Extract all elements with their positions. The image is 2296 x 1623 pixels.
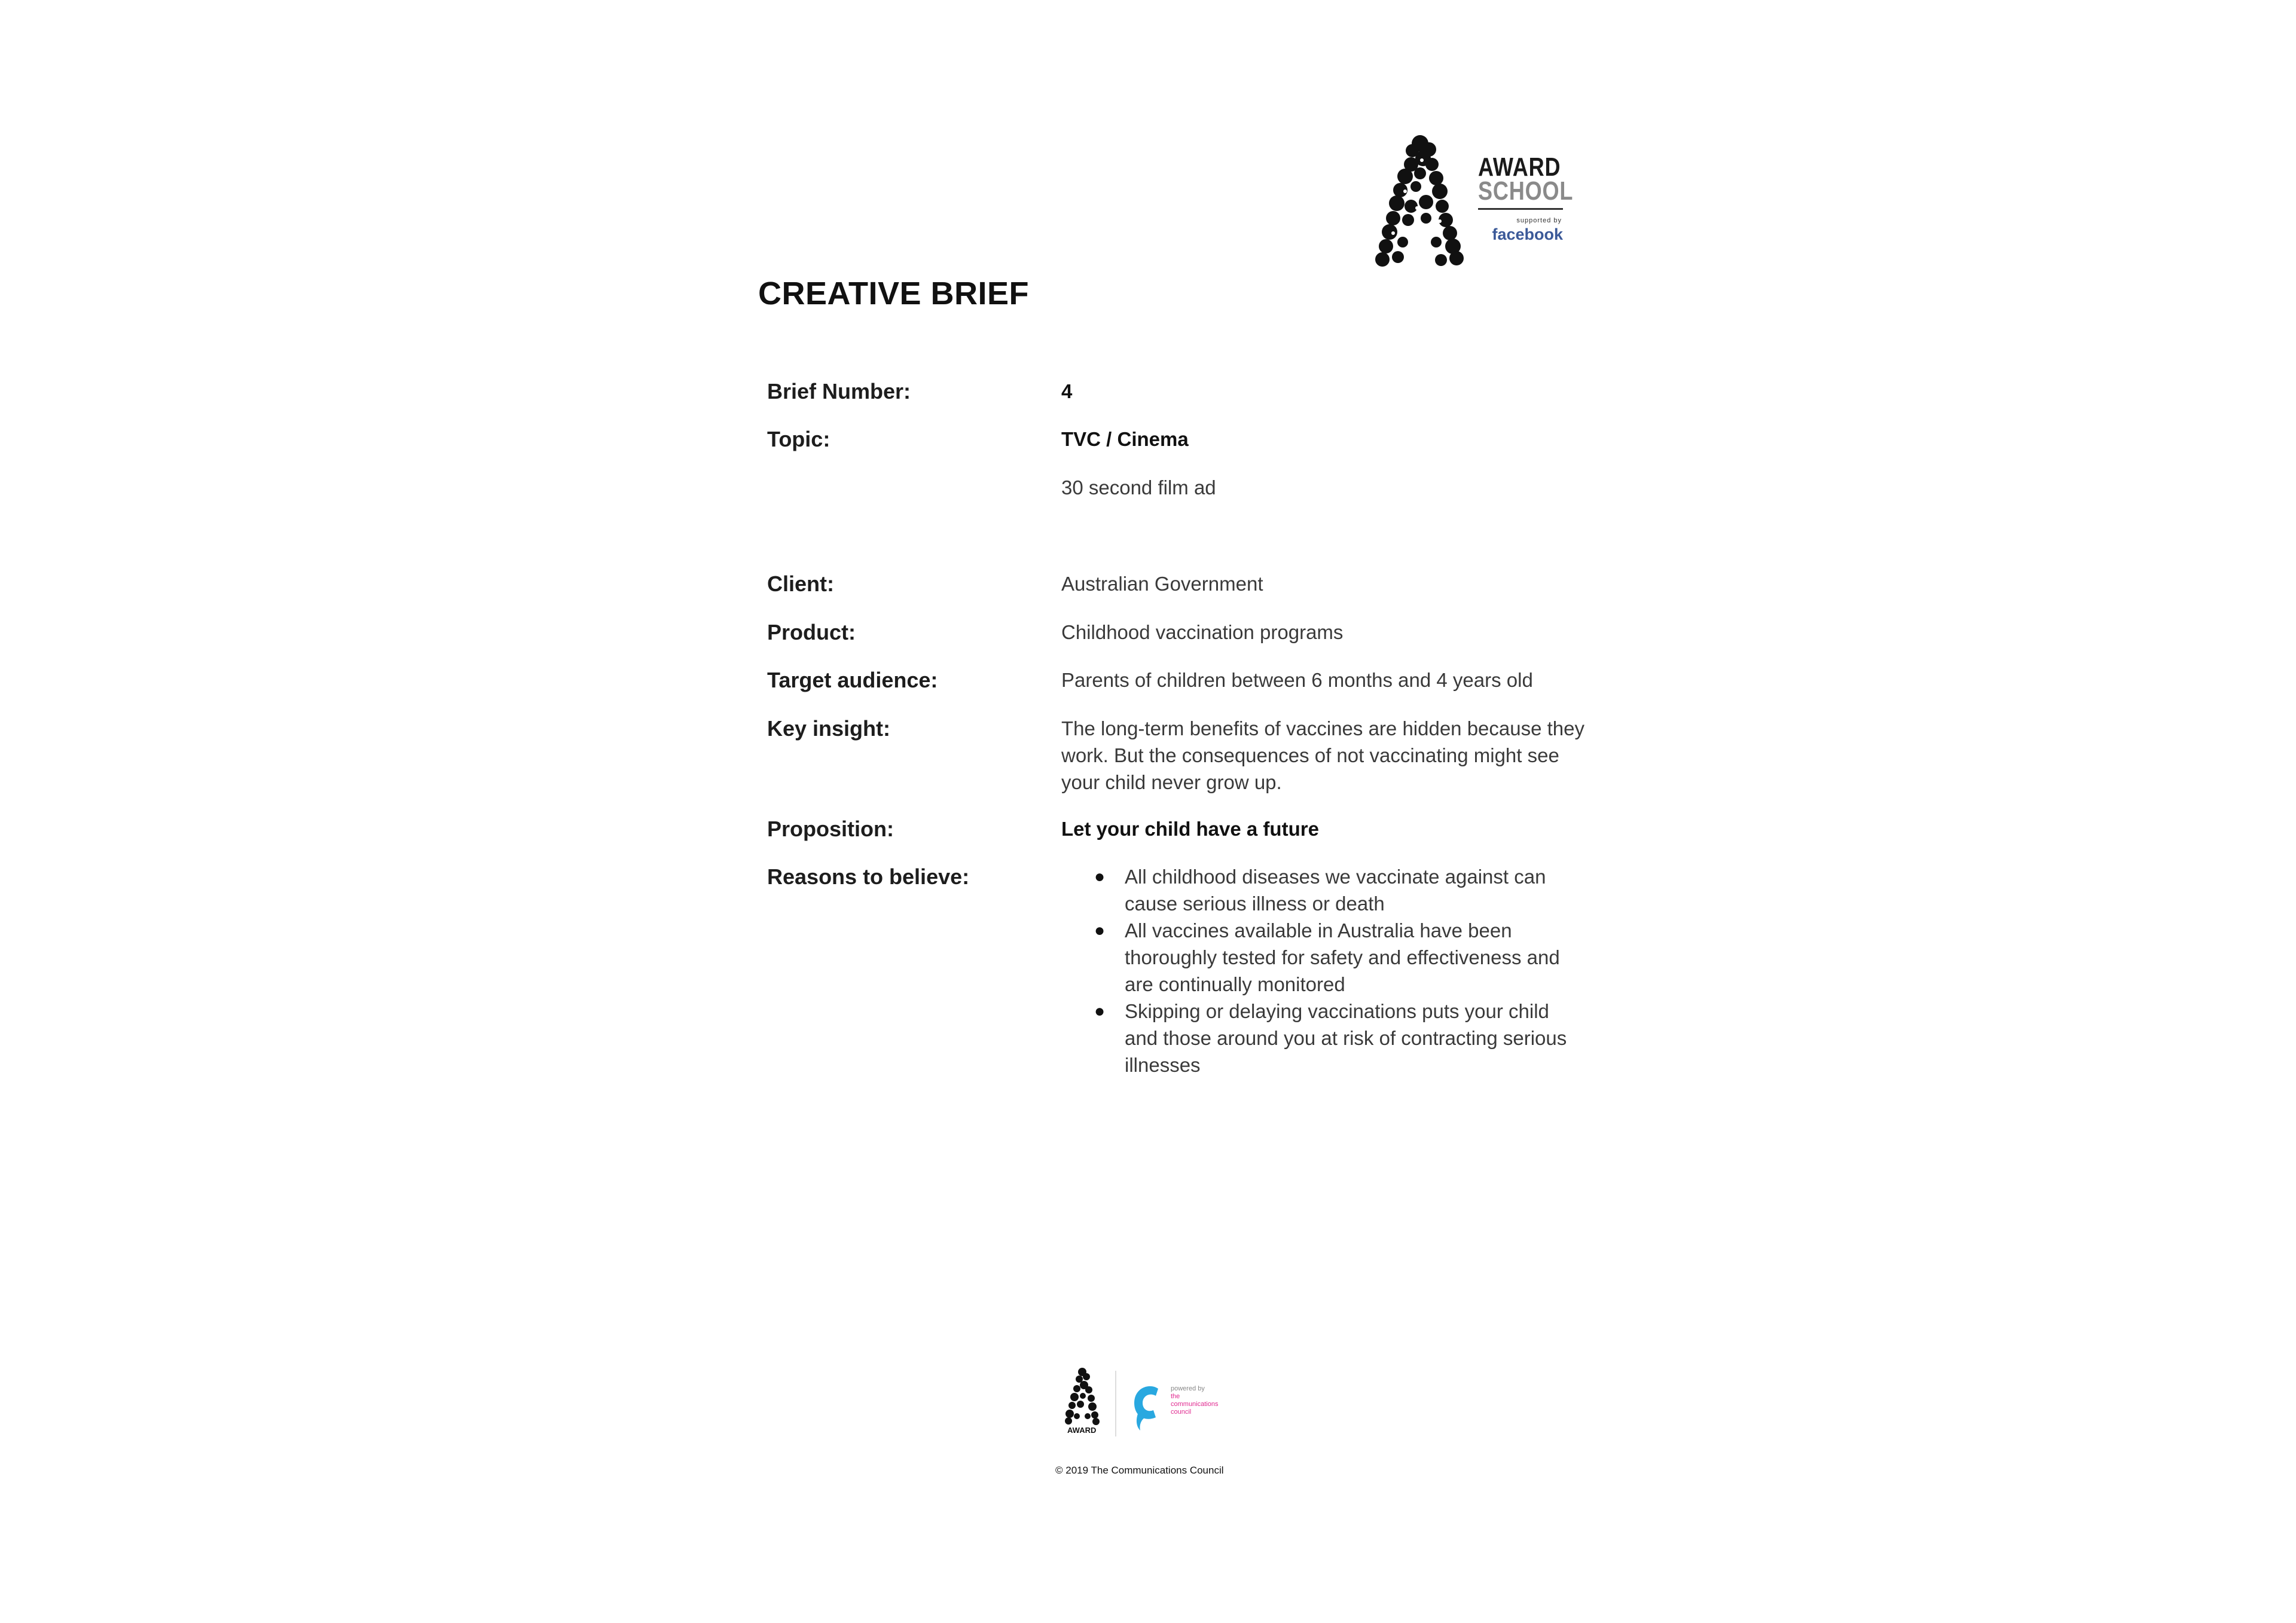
proposition-label: Proposition:: [767, 817, 894, 841]
client-label: Client:: [767, 571, 834, 596]
list-item: [1061, 863, 1587, 917]
key-insight-value: The long-term benefits of vaccines are hidden because they work. But the consequences of not vaccinating might see your child never grow up.: [1061, 717, 1585, 793]
logo-award-word: AWARD: [1478, 152, 1561, 182]
footer-council-text: [1171, 1385, 1236, 1416]
bullet-icon: ●: [1094, 1001, 1106, 1021]
logo-divider: [1478, 208, 1563, 210]
council-council: council: [1171, 1408, 1192, 1416]
logo-facebook-wordmark: facebook: [1492, 225, 1563, 243]
topic-value: TVC / Cinema: [1061, 428, 1189, 450]
bullet-icon: ●: [1094, 921, 1106, 940]
reasons-list: [1061, 863, 1587, 1078]
brief-number-value: 4: [1061, 380, 1073, 402]
logo-supported-by: supported by: [1516, 217, 1562, 224]
bullet-icon: ●: [1094, 867, 1106, 887]
copyright-notice: © 2019 The Communications Council: [1055, 1465, 1224, 1476]
reasons-label: Reasons to believe:: [767, 864, 970, 889]
award-school-logo: [1369, 132, 1574, 275]
council-communications: communications: [1171, 1401, 1219, 1408]
council-the: the: [1171, 1393, 1180, 1400]
product-value: Childhood vaccination programs: [1061, 621, 1344, 643]
council-powered-by: powered by: [1171, 1385, 1205, 1392]
award-a-mark-icon: [1061, 1366, 1103, 1426]
footer-divider: [1115, 1371, 1116, 1436]
footer-award-text: AWARD: [1067, 1426, 1097, 1435]
logo-school-word: SCHOOL: [1478, 176, 1574, 206]
list-item: [1061, 998, 1587, 1078]
reason-text: All vaccines available in Australia have been thoroughly tested for safety and effectiveness and are continually monitored: [1125, 919, 1560, 995]
target-audience-value: Parents of children between 6 months and 4 years old: [1061, 669, 1533, 691]
proposition-value: Let your child have a future: [1061, 818, 1319, 840]
page-title: CREATIVE BRIEF: [758, 276, 1030, 311]
brief-number-label: Brief Number:: [767, 379, 911, 404]
product-label: Product:: [767, 620, 856, 644]
target-audience-label: Target audience:: [767, 668, 938, 692]
client-value: Australian Government: [1061, 573, 1263, 595]
topic-label: Topic:: [767, 427, 831, 451]
reason-text: All childhood diseases we vaccinate against can cause serious illness or death: [1125, 866, 1546, 915]
footer-logos: [1061, 1366, 1241, 1444]
list-item: [1061, 917, 1587, 998]
topic-subvalue: 30 second film ad: [1061, 476, 1216, 499]
key-insight-label: Key insight:: [767, 716, 891, 741]
award-a-mark-icon: [1369, 132, 1471, 269]
communications-council-c-icon: [1127, 1378, 1169, 1432]
reason-text: Skipping or delaying vaccinations puts your child and those around you at risk of contracting serious illnesses: [1125, 1000, 1567, 1076]
